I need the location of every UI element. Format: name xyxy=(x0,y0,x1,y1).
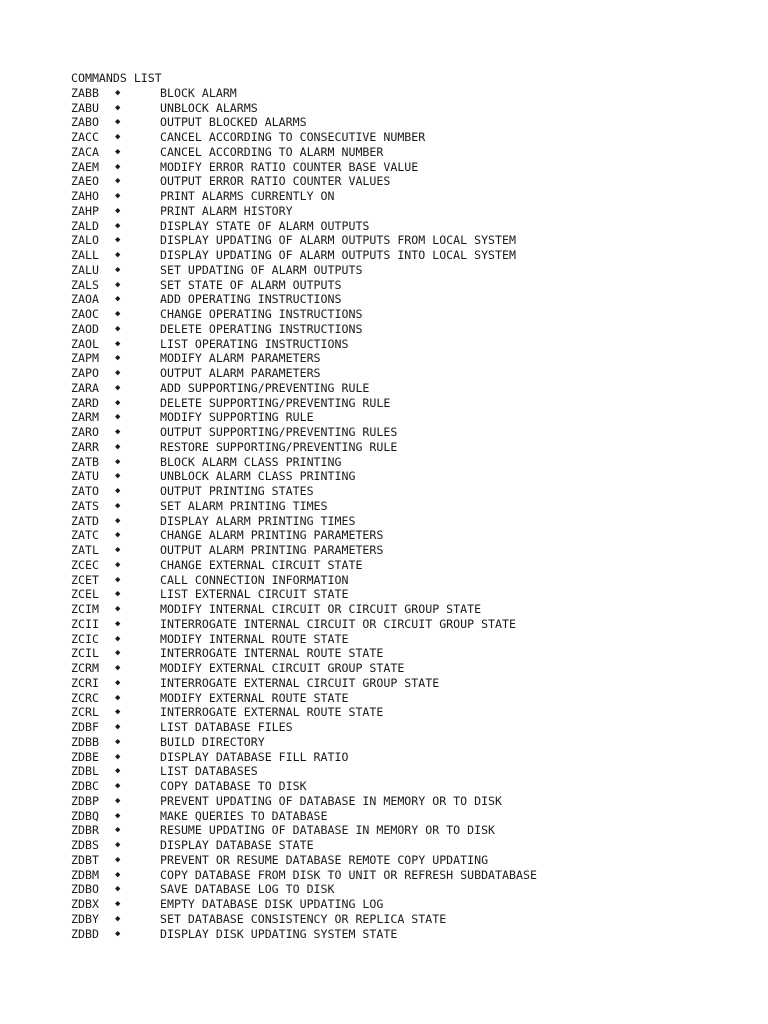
diamond-bullet-icon: ◆ xyxy=(115,132,121,142)
command-description: LIST EXTERNAL CIRCUIT STATE xyxy=(160,587,349,602)
command-row xyxy=(71,897,731,912)
command-description: BLOCK ALARM xyxy=(160,85,237,100)
command-description: OUTPUT BLOCKED ALARMS xyxy=(160,115,307,130)
diamond-bullet-icon: ◆ xyxy=(115,205,121,216)
command-code: ZDBM xyxy=(71,867,99,882)
diamond-bullet-icon: ◆ xyxy=(115,220,121,231)
command-code: ZAOC xyxy=(71,307,99,321)
diamond-bullet-icon: ◆ xyxy=(115,279,121,290)
command-row xyxy=(71,573,731,588)
command-description: COPY DATABASE FROM DISK TO UNIT OR REFRESH SUBDATABASE xyxy=(160,867,537,882)
command-description: OUTPUT ERROR RATIO COUNTER VALUES xyxy=(160,174,391,189)
command-code: ZAPO xyxy=(71,366,99,380)
command-description: ADD SUPPORTING/PREVENTING RULE xyxy=(160,380,370,395)
diamond-bullet-icon: ◆ xyxy=(115,810,121,821)
diamond-bullet-icon: ◆ xyxy=(115,663,121,673)
command-code: ZALU xyxy=(71,262,99,277)
diamond-bullet-icon: ◆ xyxy=(115,264,121,275)
command-code: ZAPM xyxy=(71,351,99,366)
command-row xyxy=(71,823,731,838)
command-description: RESTORE SUPPORTING/PREVENTING RULE xyxy=(160,439,398,454)
command-row xyxy=(71,337,731,352)
diamond-bullet-icon: ◆ xyxy=(115,707,121,718)
command-description: INTERROGATE EXTERNAL CIRCUIT GROUP STATE xyxy=(160,675,440,690)
command-description: MODIFY ERROR RATIO COUNTER BASE VALUE xyxy=(160,159,419,174)
command-description: RESUME UPDATING OF DATABASE IN MEMORY OR TO DISK xyxy=(160,823,496,838)
command-code: ZAOD xyxy=(71,321,99,336)
diamond-bullet-icon: ◆ xyxy=(115,751,121,762)
command-code: ZARO xyxy=(71,425,99,439)
command-code: ZACA xyxy=(71,144,99,159)
command-code: ZCEL xyxy=(71,587,99,602)
diamond-bullet-icon: ◆ xyxy=(115,840,121,850)
diamond-bullet-icon: ◆ xyxy=(115,368,121,378)
diamond-bullet-icon: ◆ xyxy=(115,515,121,526)
command-row xyxy=(71,425,731,440)
command-code: ZCEC xyxy=(71,557,99,572)
diamond-bullet-icon: ◆ xyxy=(115,102,121,113)
document-title: COMMANDS LIST xyxy=(71,71,162,85)
command-description: PRINT ALARM HISTORY xyxy=(160,203,293,218)
diamond-bullet-icon: ◆ xyxy=(115,353,121,364)
command-description: DISPLAY UPDATING OF ALARM OUTPUTS FROM LOCAL SYSTEM xyxy=(160,233,516,248)
command-row xyxy=(71,617,731,632)
command-row xyxy=(71,764,731,779)
diamond-bullet-icon: ◆ xyxy=(115,176,121,187)
command-code: ZAHP xyxy=(71,203,99,218)
command-description: ADD OPERATING INSTRUCTIONS xyxy=(160,292,342,307)
command-code: ZABU xyxy=(71,100,99,115)
command-row xyxy=(71,528,731,543)
command-row xyxy=(71,646,731,661)
command-row xyxy=(71,735,731,750)
command-row xyxy=(71,587,731,602)
diamond-bullet-icon: ◆ xyxy=(115,574,121,585)
command-code: ZARR xyxy=(71,439,99,454)
diamond-bullet-icon: ◆ xyxy=(115,441,121,452)
command-description: CHANGE EXTERNAL CIRCUIT STATE xyxy=(160,557,363,572)
command-row xyxy=(71,912,731,927)
diamond-bullet-icon: ◆ xyxy=(115,235,121,246)
command-description: DISPLAY UPDATING OF ALARM OUTPUTS INTO LOCAL SYSTEM xyxy=(160,248,516,262)
command-code: ZATL xyxy=(71,543,99,557)
diamond-bullet-icon: ◆ xyxy=(115,884,121,895)
command-row xyxy=(71,278,731,293)
command-row xyxy=(71,410,731,425)
diamond-bullet-icon: ◆ xyxy=(115,397,121,408)
command-description: MODIFY EXTERNAL ROUTE STATE xyxy=(160,690,349,705)
command-code: ZDBL xyxy=(71,764,99,779)
command-description: INTERROGATE EXTERNAL ROUTE STATE xyxy=(160,705,384,720)
diamond-bullet-icon: ◆ xyxy=(115,323,121,334)
diamond-bullet-icon: ◆ xyxy=(115,618,121,629)
diamond-bullet-icon: ◆ xyxy=(115,412,121,423)
command-row xyxy=(71,484,731,499)
diamond-bullet-icon: ◆ xyxy=(115,338,121,349)
command-code: ZATC xyxy=(71,528,99,543)
command-row xyxy=(71,779,731,794)
command-code: ZALD xyxy=(71,218,99,233)
command-row xyxy=(71,794,731,809)
command-row xyxy=(71,174,731,189)
command-row xyxy=(71,499,731,514)
command-code: ZARD xyxy=(71,395,99,410)
diamond-bullet-icon: ◆ xyxy=(115,456,121,467)
command-row xyxy=(71,469,731,484)
command-description: SET UPDATING OF ALARM OUTPUTS xyxy=(160,262,363,277)
command-code: ZABO xyxy=(71,115,99,130)
command-description: DISPLAY DISK UPDATING SYSTEM STATE xyxy=(160,926,398,941)
command-code: ZATD xyxy=(71,513,99,528)
command-code: ZACC xyxy=(71,130,99,144)
command-row xyxy=(71,868,731,883)
command-code: ZALL xyxy=(71,248,99,262)
command-description: OUTPUT ALARM PRINTING PARAMETERS xyxy=(160,543,384,557)
command-row xyxy=(71,86,731,101)
command-row xyxy=(71,233,731,248)
diamond-bullet-icon: ◆ xyxy=(115,899,121,909)
command-code: ZDBS xyxy=(71,838,99,852)
command-description: LIST OPERATING INSTRUCTIONS xyxy=(160,336,349,351)
command-row xyxy=(71,720,731,735)
command-code: ZAEM xyxy=(71,159,99,174)
command-description: UNBLOCK ALARM CLASS PRINTING xyxy=(160,469,356,484)
command-code: ZARM xyxy=(71,410,99,425)
command-description: INTERROGATE INTERNAL ROUTE STATE xyxy=(160,646,384,661)
command-code: ZDBF xyxy=(71,720,99,734)
command-row xyxy=(71,292,731,307)
diamond-bullet-icon: ◆ xyxy=(115,161,121,172)
command-description: DISPLAY ALARM PRINTING TIMES xyxy=(160,513,356,528)
command-row xyxy=(71,219,731,234)
command-row xyxy=(71,514,731,529)
command-row xyxy=(71,160,731,175)
command-description: MODIFY EXTERNAL CIRCUIT GROUP STATE xyxy=(160,661,405,675)
diamond-bullet-icon: ◆ xyxy=(115,545,121,555)
command-code: ZAOA xyxy=(71,292,99,307)
command-description: UNBLOCK ALARMS xyxy=(160,100,258,115)
command-description: CANCEL ACCORDING TO ALARM NUMBER xyxy=(160,144,384,159)
diamond-bullet-icon: ◆ xyxy=(115,500,121,511)
command-code: ZDBC xyxy=(71,779,99,793)
command-description: PREVENT UPDATING OF DATABASE IN MEMORY OR TO DISK xyxy=(160,793,503,808)
diamond-bullet-icon: ◆ xyxy=(115,294,121,305)
diamond-bullet-icon: ◆ xyxy=(115,427,121,437)
command-row xyxy=(71,115,731,130)
diamond-bullet-icon: ◆ xyxy=(115,648,121,659)
command-row xyxy=(71,543,731,558)
command-code: ZAEO xyxy=(71,174,99,189)
command-description: CHANGE ALARM PRINTING PARAMETERS xyxy=(160,528,384,543)
diamond-bullet-icon: ◆ xyxy=(115,530,121,541)
command-row xyxy=(71,307,731,322)
command-code: ZCET xyxy=(71,572,99,587)
diamond-bullet-icon: ◆ xyxy=(115,604,121,614)
command-code: ZAOL xyxy=(71,336,99,351)
command-description: MODIFY SUPPORTING RULE xyxy=(160,410,314,425)
command-row xyxy=(71,248,731,263)
diamond-bullet-icon: ◆ xyxy=(115,736,121,747)
command-row xyxy=(71,632,731,647)
command-code: ZCIM xyxy=(71,602,99,616)
command-description: LIST DATABASES xyxy=(160,764,258,779)
command-description: BLOCK ALARM CLASS PRINTING xyxy=(160,454,342,469)
command-description: OUTPUT ALARM PARAMETERS xyxy=(160,366,321,380)
command-description: LIST DATABASE FILES xyxy=(160,720,293,734)
command-code: ZATB xyxy=(71,454,99,469)
command-row xyxy=(71,691,731,706)
diamond-bullet-icon: ◆ xyxy=(115,633,121,644)
command-row xyxy=(71,145,731,160)
command-description: MAKE QUERIES TO DATABASE xyxy=(160,808,328,823)
diamond-bullet-icon: ◆ xyxy=(115,854,121,865)
command-description: MODIFY INTERNAL ROUTE STATE xyxy=(160,631,349,646)
command-description: PRINT ALARMS CURRENTLY ON xyxy=(160,189,335,203)
command-row xyxy=(71,455,731,470)
command-code: ZCRI xyxy=(71,675,99,690)
command-description: SET ALARM PRINTING TIMES xyxy=(160,498,328,513)
diamond-bullet-icon: ◆ xyxy=(115,309,121,319)
command-row xyxy=(71,705,731,720)
command-row xyxy=(71,882,731,897)
diamond-bullet-icon: ◆ xyxy=(115,382,121,393)
command-description: DISPLAY DATABASE STATE xyxy=(160,838,314,852)
commands-document xyxy=(71,71,731,941)
command-row xyxy=(71,351,731,366)
command-row xyxy=(71,322,731,337)
command-description: PREVENT OR RESUME DATABASE REMOTE COPY UPDATING xyxy=(160,852,489,867)
command-description: DISPLAY DATABASE FILL RATIO xyxy=(160,749,349,764)
command-row xyxy=(71,101,731,116)
command-row xyxy=(71,853,731,868)
diamond-bullet-icon: ◆ xyxy=(115,692,121,703)
command-row xyxy=(71,558,731,573)
command-code: ZABB xyxy=(71,85,99,100)
diamond-bullet-icon: ◆ xyxy=(115,766,121,777)
command-code: ZDBP xyxy=(71,793,99,808)
command-code: ZDBE xyxy=(71,749,99,764)
command-code: ZDBB xyxy=(71,734,99,749)
command-code: ZDBX xyxy=(71,897,99,911)
diamond-bullet-icon: ◆ xyxy=(115,486,121,496)
command-code: ZCIC xyxy=(71,631,99,646)
command-description: SET STATE OF ALARM OUTPUTS xyxy=(160,277,342,292)
diamond-bullet-icon: ◆ xyxy=(115,722,121,732)
command-row xyxy=(71,809,731,824)
command-code: ZALS xyxy=(71,277,99,292)
command-row xyxy=(71,750,731,765)
diamond-bullet-icon: ◆ xyxy=(115,781,121,791)
command-description: SAVE DATABASE LOG TO DISK xyxy=(160,882,335,897)
diamond-bullet-icon: ◆ xyxy=(115,559,121,570)
diamond-bullet-icon: ◆ xyxy=(115,471,121,482)
command-code: ZDBT xyxy=(71,852,99,867)
command-description: DELETE OPERATING INSTRUCTIONS xyxy=(160,321,363,336)
command-description: OUTPUT PRINTING STATES xyxy=(160,484,314,498)
command-description: MODIFY INTERNAL CIRCUIT OR CIRCUIT GROUP STATE xyxy=(160,602,482,616)
diamond-bullet-icon: ◆ xyxy=(115,677,121,688)
command-code: ZARA xyxy=(71,380,99,395)
command-row xyxy=(71,263,731,278)
command-row xyxy=(71,440,731,455)
command-description: CANCEL ACCORDING TO CONSECUTIVE NUMBER xyxy=(160,130,426,144)
command-row xyxy=(71,927,731,942)
command-row xyxy=(71,602,731,617)
command-code: ZDBD xyxy=(71,926,99,941)
command-code: ZAHO xyxy=(71,189,99,203)
command-code: ZCRC xyxy=(71,690,99,705)
diamond-bullet-icon: ◆ xyxy=(115,87,121,98)
command-list xyxy=(71,86,731,942)
command-description: INTERROGATE INTERNAL CIRCUIT OR CIRCUIT GROUP STATE xyxy=(160,616,516,631)
command-row xyxy=(71,204,731,219)
command-code: ZATO xyxy=(71,484,99,498)
diamond-bullet-icon: ◆ xyxy=(115,146,121,157)
command-code: ZDBQ xyxy=(71,808,99,823)
diamond-bullet-icon: ◆ xyxy=(115,913,121,924)
diamond-bullet-icon: ◆ xyxy=(115,191,121,201)
command-description: SET DATABASE CONSISTENCY OR REPLICA STATE xyxy=(160,911,447,926)
command-description: DELETE SUPPORTING/PREVENTING RULE xyxy=(160,395,391,410)
command-code: ZCII xyxy=(71,616,99,631)
command-row xyxy=(71,661,731,676)
command-description: OUTPUT SUPPORTING/PREVENTING RULES xyxy=(160,425,398,439)
command-code: ZCIL xyxy=(71,646,99,661)
command-row xyxy=(71,396,731,411)
command-description: BUILD DIRECTORY xyxy=(160,734,265,749)
command-code: ZDBY xyxy=(71,911,99,926)
command-description: CHANGE OPERATING INSTRUCTIONS xyxy=(160,307,363,321)
command-description: COPY DATABASE TO DISK xyxy=(160,779,307,793)
diamond-bullet-icon: ◆ xyxy=(115,825,121,836)
command-description: MODIFY ALARM PARAMETERS xyxy=(160,351,321,366)
command-row xyxy=(71,189,731,204)
command-row xyxy=(71,676,731,691)
command-code: ZCRL xyxy=(71,705,99,720)
command-code: ZALO xyxy=(71,233,99,248)
command-description: DISPLAY STATE OF ALARM OUTPUTS xyxy=(160,218,370,233)
diamond-bullet-icon: ◆ xyxy=(115,589,121,600)
command-row xyxy=(71,130,731,145)
diamond-bullet-icon: ◆ xyxy=(115,117,121,128)
diamond-bullet-icon: ◆ xyxy=(115,250,121,260)
diamond-bullet-icon: ◆ xyxy=(115,869,121,880)
command-row xyxy=(71,838,731,853)
command-code: ZDBO xyxy=(71,882,99,897)
command-row xyxy=(71,366,731,381)
command-code: ZATS xyxy=(71,498,99,513)
command-description: EMPTY DATABASE DISK UPDATING LOG xyxy=(160,897,384,911)
command-code: ZCRM xyxy=(71,661,99,675)
diamond-bullet-icon: ◆ xyxy=(115,795,121,806)
command-row xyxy=(71,381,731,396)
command-code: ZDBR xyxy=(71,823,99,838)
command-description: CALL CONNECTION INFORMATION xyxy=(160,572,349,587)
diamond-bullet-icon: ◆ xyxy=(115,928,121,939)
command-code: ZATU xyxy=(71,469,99,484)
